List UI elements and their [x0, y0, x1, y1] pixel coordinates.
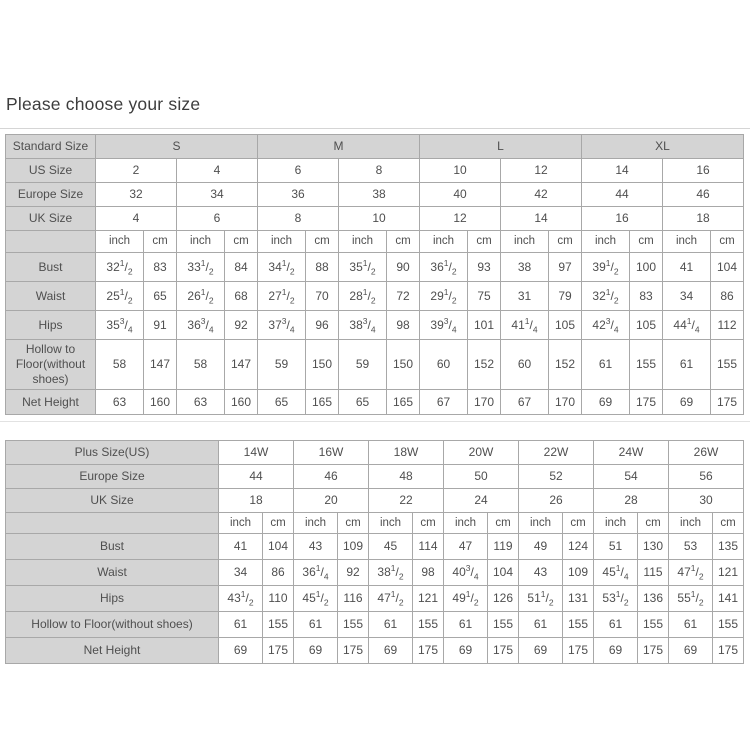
- measure-inch-cell: 41: [219, 534, 263, 560]
- measure-cm-cell: 152: [468, 340, 501, 390]
- measure-cm-cell: 109: [338, 534, 369, 560]
- measure-cm-cell: 155: [413, 612, 444, 638]
- measure-cm-cell: 155: [630, 340, 663, 390]
- measure-inch-cell: 61: [444, 612, 488, 638]
- measure-inch-cell: 69: [663, 390, 711, 415]
- measure-cm-cell: 110: [263, 586, 294, 612]
- measure-cm-cell: 114: [413, 534, 444, 560]
- measure-cm-cell: 65: [144, 282, 177, 311]
- measure-cm-cell: 121: [413, 586, 444, 612]
- measure-cm-cell: 68: [225, 282, 258, 311]
- row-label: Standard Size: [6, 135, 96, 159]
- size-cell: M: [258, 135, 420, 159]
- measure-inch-cell: $45^1/_2$: [294, 586, 338, 612]
- plus-size-table: [5, 440, 744, 664]
- measure-cm-cell: 170: [549, 390, 582, 415]
- measure-inch-cell: $55^1/_2$: [669, 586, 713, 612]
- measure-inch-cell: 59: [258, 340, 306, 390]
- measure-cm-cell: 165: [306, 390, 339, 415]
- measure-cm-cell: 150: [387, 340, 420, 390]
- measure-inch-cell: $47^1/_2$: [369, 586, 413, 612]
- unit-cm-header: cm: [263, 513, 294, 534]
- measure-inch-cell: 61: [663, 340, 711, 390]
- size-cell: 38: [339, 183, 420, 207]
- size-cell: 18: [663, 207, 744, 231]
- unit-cm-header: cm: [563, 513, 594, 534]
- unit-cm-header: cm: [638, 513, 669, 534]
- measure-inch-cell: $33^1/_2$: [177, 253, 225, 282]
- measure-inch-cell: 69: [582, 390, 630, 415]
- measure-inch-cell: $51^1/_2$: [519, 586, 563, 612]
- unit-inch-header: inch: [444, 513, 488, 534]
- divider-line: [0, 128, 750, 129]
- measure-cm-cell: 91: [144, 311, 177, 340]
- size-cell: 24: [444, 489, 519, 513]
- measure-inch-cell: 69: [444, 638, 488, 664]
- size-cell: 56: [669, 465, 744, 489]
- measure-cm-cell: 101: [468, 311, 501, 340]
- measure-cm-cell: 98: [413, 560, 444, 586]
- measure-inch-cell: 69: [369, 638, 413, 664]
- row-label: Waist: [6, 282, 96, 311]
- size-cell: 16: [582, 207, 663, 231]
- measure-inch-cell: 59: [339, 340, 387, 390]
- size-cell: 6: [177, 207, 258, 231]
- measure-inch-cell: $27^1/_2$: [258, 282, 306, 311]
- measure-cm-cell: 126: [488, 586, 519, 612]
- row-label: Plus Size(US): [6, 441, 219, 465]
- measure-inch-cell: $39^3/_4$: [420, 311, 468, 340]
- size-cell: 4: [177, 159, 258, 183]
- size-cell: 54: [594, 465, 669, 489]
- measure-cm-cell: 84: [225, 253, 258, 282]
- measure-inch-cell: 41: [663, 253, 711, 282]
- measure-inch-cell: 61: [594, 612, 638, 638]
- measure-cm-cell: 104: [711, 253, 744, 282]
- unit-inch-header: inch: [519, 513, 563, 534]
- measure-cm-cell: 105: [549, 311, 582, 340]
- measure-inch-cell: 61: [219, 612, 263, 638]
- size-cell: XL: [582, 135, 744, 159]
- unit-cm-header: cm: [413, 513, 444, 534]
- size-cell: L: [420, 135, 582, 159]
- measure-inch-cell: $41^1/_4$: [501, 311, 549, 340]
- measure-cm-cell: 86: [711, 282, 744, 311]
- measure-cm-cell: 100: [630, 253, 663, 282]
- size-cell: 6: [258, 159, 339, 183]
- measure-inch-cell: $47^1/_2$: [669, 560, 713, 586]
- measure-inch-cell: 49: [519, 534, 563, 560]
- unit-inch-header: inch: [258, 231, 306, 253]
- size-cell: S: [96, 135, 258, 159]
- measure-cm-cell: 175: [630, 390, 663, 415]
- measure-inch-cell: 51: [594, 534, 638, 560]
- unit-inch-header: inch: [339, 231, 387, 253]
- measure-inch-cell: 65: [258, 390, 306, 415]
- measure-inch-cell: $53^1/_2$: [594, 586, 638, 612]
- measure-cm-cell: 86: [263, 560, 294, 586]
- row-label: [6, 513, 219, 534]
- measure-inch-cell: 69: [294, 638, 338, 664]
- unit-inch-header: inch: [669, 513, 713, 534]
- measure-inch-cell: 69: [669, 638, 713, 664]
- row-label: Hips: [6, 586, 219, 612]
- row-label: Europe Size: [6, 183, 96, 207]
- size-cell: 20W: [444, 441, 519, 465]
- measure-inch-cell: 58: [177, 340, 225, 390]
- measure-inch-cell: 67: [420, 390, 468, 415]
- size-cell: 42: [501, 183, 582, 207]
- unit-inch-header: inch: [294, 513, 338, 534]
- measure-cm-cell: 175: [713, 638, 744, 664]
- size-cell: 10: [339, 207, 420, 231]
- measure-inch-cell: 61: [294, 612, 338, 638]
- measure-cm-cell: 115: [638, 560, 669, 586]
- size-cell: 24W: [594, 441, 669, 465]
- measure-cm-cell: 150: [306, 340, 339, 390]
- size-cell: 46: [663, 183, 744, 207]
- measure-cm-cell: 109: [563, 560, 594, 586]
- measure-cm-cell: 79: [549, 282, 582, 311]
- measure-cm-cell: 175: [638, 638, 669, 664]
- unit-cm-header: cm: [488, 513, 519, 534]
- measure-inch-cell: 31: [501, 282, 549, 311]
- measure-cm-cell: 92: [338, 560, 369, 586]
- size-cell: 50: [444, 465, 519, 489]
- measure-inch-cell: 65: [339, 390, 387, 415]
- measure-inch-cell: 60: [420, 340, 468, 390]
- size-cell: 22W: [519, 441, 594, 465]
- measure-cm-cell: 155: [711, 340, 744, 390]
- measure-cm-cell: 72: [387, 282, 420, 311]
- divider-line: [0, 421, 750, 422]
- measure-inch-cell: $43^1/_2$: [219, 586, 263, 612]
- measure-inch-cell: 43: [519, 560, 563, 586]
- unit-inch-header: inch: [420, 231, 468, 253]
- size-cell: 46: [294, 465, 369, 489]
- measure-inch-cell: 69: [594, 638, 638, 664]
- measure-cm-cell: 141: [713, 586, 744, 612]
- row-label: Bust: [6, 253, 96, 282]
- size-cell: 12: [501, 159, 582, 183]
- size-cell: 26: [519, 489, 594, 513]
- measure-inch-cell: $38^3/_4$: [339, 311, 387, 340]
- measure-inch-cell: $45^1/_4$: [594, 560, 638, 586]
- measure-inch-cell: $37^3/_4$: [258, 311, 306, 340]
- unit-cm-header: cm: [387, 231, 420, 253]
- measure-inch-cell: 58: [96, 340, 144, 390]
- measure-cm-cell: 152: [549, 340, 582, 390]
- unit-inch-header: inch: [501, 231, 549, 253]
- measure-inch-cell: 45: [369, 534, 413, 560]
- measure-cm-cell: 147: [144, 340, 177, 390]
- size-cell: 4: [96, 207, 177, 231]
- measure-inch-cell: 43: [294, 534, 338, 560]
- unit-cm-header: cm: [225, 231, 258, 253]
- row-label: Bust: [6, 534, 219, 560]
- measure-inch-cell: 34: [663, 282, 711, 311]
- row-label: UK Size: [6, 489, 219, 513]
- page-title: Please choose your size: [6, 94, 201, 114]
- row-label: Europe Size: [6, 465, 219, 489]
- unit-inch-header: inch: [369, 513, 413, 534]
- measure-inch-cell: $36^3/_4$: [177, 311, 225, 340]
- row-label: Hips: [6, 311, 96, 340]
- standard-size-table: [5, 134, 744, 415]
- measure-inch-cell: 63: [96, 390, 144, 415]
- unit-cm-header: cm: [711, 231, 744, 253]
- measure-inch-cell: 60: [501, 340, 549, 390]
- measure-inch-cell: $36^1/_4$: [294, 560, 338, 586]
- unit-cm-header: cm: [306, 231, 339, 253]
- unit-inch-header: inch: [219, 513, 263, 534]
- size-cell: 14: [501, 207, 582, 231]
- size-cell: 28: [594, 489, 669, 513]
- measure-cm-cell: 88: [306, 253, 339, 282]
- measure-inch-cell: $35^1/_2$: [339, 253, 387, 282]
- measure-inch-cell: $32^1/_2$: [96, 253, 144, 282]
- measure-inch-cell: $25^1/_2$: [96, 282, 144, 311]
- measure-cm-cell: 175: [488, 638, 519, 664]
- size-cell: 18: [219, 489, 294, 513]
- size-cell: 26W: [669, 441, 744, 465]
- measure-cm-cell: 119: [488, 534, 519, 560]
- measure-inch-cell: $42^3/_4$: [582, 311, 630, 340]
- measure-inch-cell: $29^1/_2$: [420, 282, 468, 311]
- size-cell: 14W: [219, 441, 294, 465]
- measure-cm-cell: 175: [338, 638, 369, 664]
- measure-inch-cell: 69: [519, 638, 563, 664]
- measure-cm-cell: 155: [638, 612, 669, 638]
- measure-cm-cell: 131: [563, 586, 594, 612]
- row-label: Hollow to Floor(without shoes): [6, 612, 219, 638]
- row-label: UK Size: [6, 207, 96, 231]
- measure-cm-cell: 155: [713, 612, 744, 638]
- measure-inch-cell: 61: [582, 340, 630, 390]
- size-cell: 16W: [294, 441, 369, 465]
- measure-inch-cell: $38^1/_2$: [369, 560, 413, 586]
- row-label: Hollow to Floor(without shoes): [6, 340, 96, 390]
- measure-cm-cell: 175: [413, 638, 444, 664]
- size-cell: 22: [369, 489, 444, 513]
- unit-cm-header: cm: [549, 231, 582, 253]
- size-cell: 8: [258, 207, 339, 231]
- measure-cm-cell: 105: [630, 311, 663, 340]
- measure-inch-cell: $32^1/_2$: [582, 282, 630, 311]
- size-cell: 34: [177, 183, 258, 207]
- measure-cm-cell: 130: [638, 534, 669, 560]
- measure-inch-cell: 61: [369, 612, 413, 638]
- measure-cm-cell: 75: [468, 282, 501, 311]
- measure-inch-cell: $28^1/_2$: [339, 282, 387, 311]
- measure-cm-cell: 175: [711, 390, 744, 415]
- measure-inch-cell: 53: [669, 534, 713, 560]
- size-cell: 2: [96, 159, 177, 183]
- measure-cm-cell: 135: [713, 534, 744, 560]
- measure-cm-cell: 160: [225, 390, 258, 415]
- size-cell: 14: [582, 159, 663, 183]
- measure-cm-cell: 112: [711, 311, 744, 340]
- measure-cm-cell: 121: [713, 560, 744, 586]
- measure-cm-cell: 147: [225, 340, 258, 390]
- measure-inch-cell: 38: [501, 253, 549, 282]
- row-label: Waist: [6, 560, 219, 586]
- measure-cm-cell: 104: [263, 534, 294, 560]
- row-label: [6, 231, 96, 253]
- unit-inch-header: inch: [96, 231, 144, 253]
- measure-cm-cell: 93: [468, 253, 501, 282]
- measure-cm-cell: 83: [144, 253, 177, 282]
- measure-cm-cell: 160: [144, 390, 177, 415]
- size-cell: 8: [339, 159, 420, 183]
- measure-inch-cell: 63: [177, 390, 225, 415]
- measure-cm-cell: 83: [630, 282, 663, 311]
- measure-inch-cell: $36^1/_2$: [420, 253, 468, 282]
- measure-inch-cell: $26^1/_2$: [177, 282, 225, 311]
- measure-inch-cell: $34^1/_2$: [258, 253, 306, 282]
- measure-cm-cell: 92: [225, 311, 258, 340]
- measure-cm-cell: 136: [638, 586, 669, 612]
- measure-cm-cell: 155: [263, 612, 294, 638]
- measure-inch-cell: $39^1/_2$: [582, 253, 630, 282]
- size-cell: 20: [294, 489, 369, 513]
- measure-cm-cell: 70: [306, 282, 339, 311]
- unit-inch-header: inch: [177, 231, 225, 253]
- measure-inch-cell: 47: [444, 534, 488, 560]
- size-cell: 16: [663, 159, 744, 183]
- measure-cm-cell: 175: [563, 638, 594, 664]
- row-label: Net Height: [6, 390, 96, 415]
- measure-cm-cell: 155: [338, 612, 369, 638]
- measure-cm-cell: 98: [387, 311, 420, 340]
- measure-cm-cell: 96: [306, 311, 339, 340]
- measure-inch-cell: 61: [669, 612, 713, 638]
- size-cell: 10: [420, 159, 501, 183]
- measure-inch-cell: 34: [219, 560, 263, 586]
- measure-cm-cell: 165: [387, 390, 420, 415]
- measure-inch-cell: 61: [519, 612, 563, 638]
- measure-cm-cell: 155: [488, 612, 519, 638]
- measure-inch-cell: 69: [219, 638, 263, 664]
- unit-cm-header: cm: [630, 231, 663, 253]
- unit-cm-header: cm: [144, 231, 177, 253]
- size-cell: 18W: [369, 441, 444, 465]
- size-cell: 52: [519, 465, 594, 489]
- size-cell: 12: [420, 207, 501, 231]
- measure-cm-cell: 175: [263, 638, 294, 664]
- measure-cm-cell: 97: [549, 253, 582, 282]
- measure-inch-cell: $40^3/_4$: [444, 560, 488, 586]
- size-cell: 40: [420, 183, 501, 207]
- unit-cm-header: cm: [713, 513, 744, 534]
- unit-inch-header: inch: [582, 231, 630, 253]
- unit-inch-header: inch: [594, 513, 638, 534]
- unit-cm-header: cm: [468, 231, 501, 253]
- measure-cm-cell: 90: [387, 253, 420, 282]
- size-cell: 32: [96, 183, 177, 207]
- size-cell: 44: [219, 465, 294, 489]
- measure-cm-cell: 155: [563, 612, 594, 638]
- measure-cm-cell: 116: [338, 586, 369, 612]
- measure-inch-cell: $49^1/_2$: [444, 586, 488, 612]
- unit-inch-header: inch: [663, 231, 711, 253]
- measure-cm-cell: 124: [563, 534, 594, 560]
- measure-inch-cell: $35^3/_4$: [96, 311, 144, 340]
- row-label: US Size: [6, 159, 96, 183]
- size-cell: 44: [582, 183, 663, 207]
- measure-inch-cell: $44^1/_4$: [663, 311, 711, 340]
- measure-inch-cell: 67: [501, 390, 549, 415]
- size-cell: 48: [369, 465, 444, 489]
- unit-cm-header: cm: [338, 513, 369, 534]
- measure-cm-cell: 104: [488, 560, 519, 586]
- measure-cm-cell: 170: [468, 390, 501, 415]
- size-cell: 30: [669, 489, 744, 513]
- size-cell: 36: [258, 183, 339, 207]
- row-label: Net Height: [6, 638, 219, 664]
